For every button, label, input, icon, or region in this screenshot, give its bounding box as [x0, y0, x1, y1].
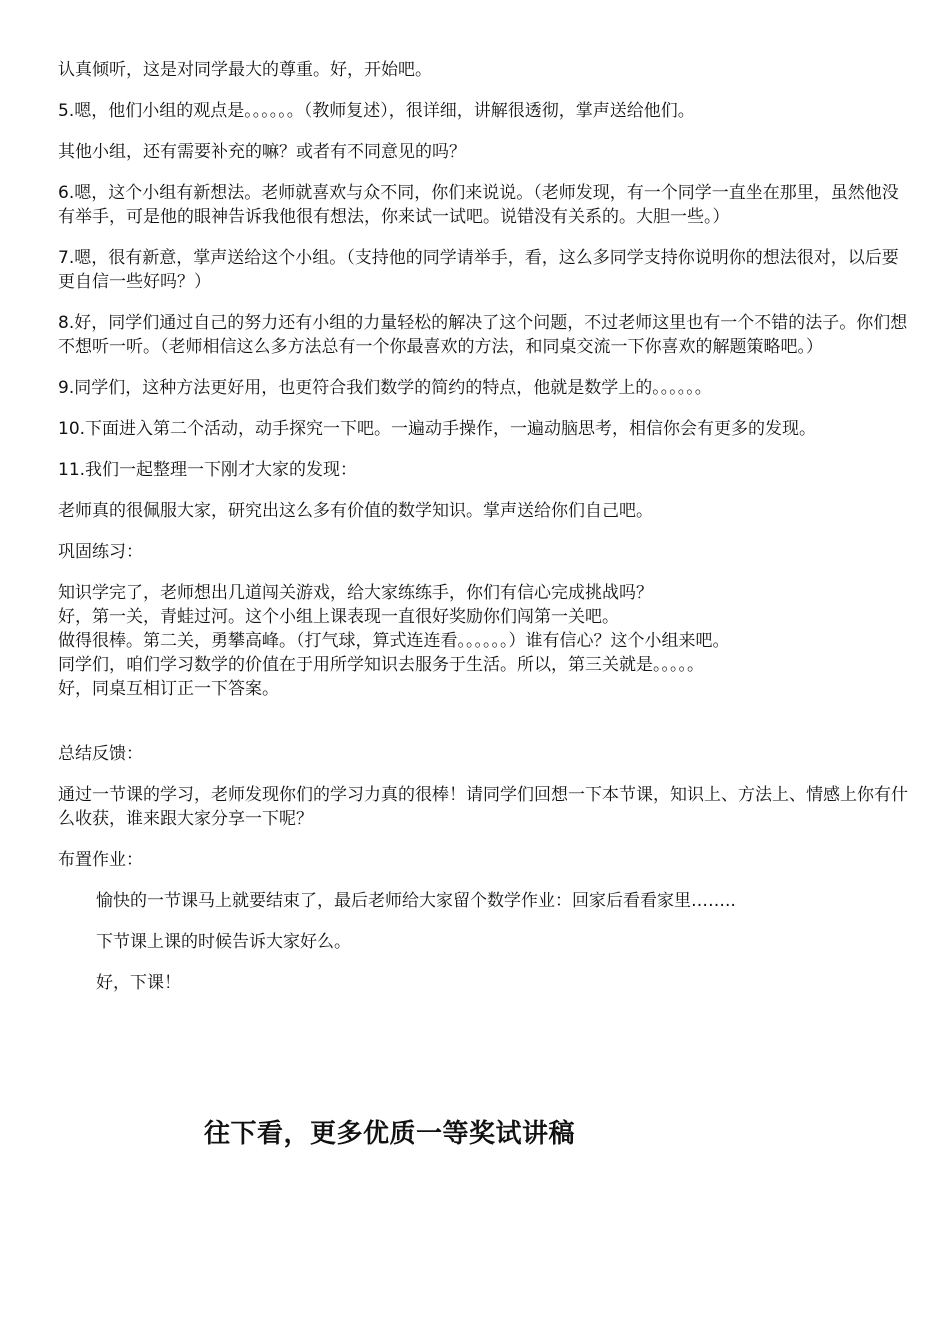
paragraph: 7.嗯，很有新意，掌声送给这个小组。（支持他的同学请举手，看，这么多同学支持你说明你的想法很对，以后要更自信一些好吗？） [58, 248, 899, 292]
homework-line: 好，下课！ [96, 973, 181, 993]
section-heading-practice: 巩固练习： [58, 542, 143, 562]
practice-line: 知识学完了，老师想出几道闯关游戏，给大家练练手，你们有信心完成挑战吗？ [58, 583, 653, 603]
spacer [58, 701, 908, 725]
paragraph: 通过一节课的学习，老师发现你们的学习力真的很棒！请同学们回想一下本节课，知识上、方法上、情感上你有什么收获，谁来跟大家分享一下呢？ [58, 785, 908, 829]
paragraph: 认真倾听，这是对同学最大的尊重。好，开始吧。 [58, 60, 432, 80]
homework-line: 下节课上课的时候告诉大家好么。 [96, 932, 351, 952]
section-heading-summary: 总结反馈： [58, 744, 143, 764]
practice-line: 同学们，咱们学习数学的价值在于用所学知识去服务于生活。所以，第三关就是。。。。。 [58, 655, 704, 675]
section-heading-homework: 布置作业： [58, 850, 143, 870]
paragraph: 11.我们一起整理一下刚才大家的发现： [58, 460, 358, 480]
practice-line: 好，同桌互相订正一下答案。 [58, 679, 279, 699]
paragraph: 9.同学们，这种方法更好用，也更符合我们数学的简约的特点，他就是数学上的。。。。。。 [58, 378, 712, 398]
practice-line: 做得很棒。第二关，勇攀高峰。（打气球，算式连连看。。。。。。）谁有信心？这个小组来吧。 [58, 631, 730, 651]
homework-line: 愉快的一节课马上就要结束了，最后老师给大家留个数学作业：回家后看看家里…….. [96, 891, 736, 911]
promo-headline: 往下看，更多优质一等奖试讲稿 [204, 1119, 576, 1149]
paragraph: 老师真的很佩服大家，研究出这么多有价值的数学知识。掌声送给你们自己吧。 [58, 501, 653, 521]
practice-line: 好，第一关，青蛙过河。这个小组上课表现一直很好奖励你们闯第一关吧。 [58, 607, 619, 627]
paragraph: 10.下面进入第二个活动，动手探究一下吧。一遍动手操作，一遍动脑思考，相信你会有更多的发现。 [58, 419, 817, 439]
paragraph: 5.嗯，他们小组的观点是。。。。。。（教师复述），很详细，讲解很透彻，掌声送给他们。 [58, 101, 695, 121]
paragraph: 6.嗯，这个小组有新想法。老师就喜欢与众不同，你们来说说。（老师发现，有一个同学一直坐在那里，虽然他没有举手，可是他的眼神告诉我他很有想法，你来试一试吧。说错没有关系的。大胆一些。） [58, 183, 899, 227]
paragraph: 其他小组，还有需要补充的嘛？或者有不同意见的吗？ [58, 142, 466, 162]
document-body [58, 58, 908, 1012]
paragraph: 8.好，同学们通过自己的努力还有小组的力量轻松的解决了这个问题，不过老师这里也有一个不错的法子。你们想不想听一听。（老师相信这么多方法总有一个你最喜欢的方法，和同桌交流一下你喜欢的解题策略吧。） [58, 313, 908, 357]
